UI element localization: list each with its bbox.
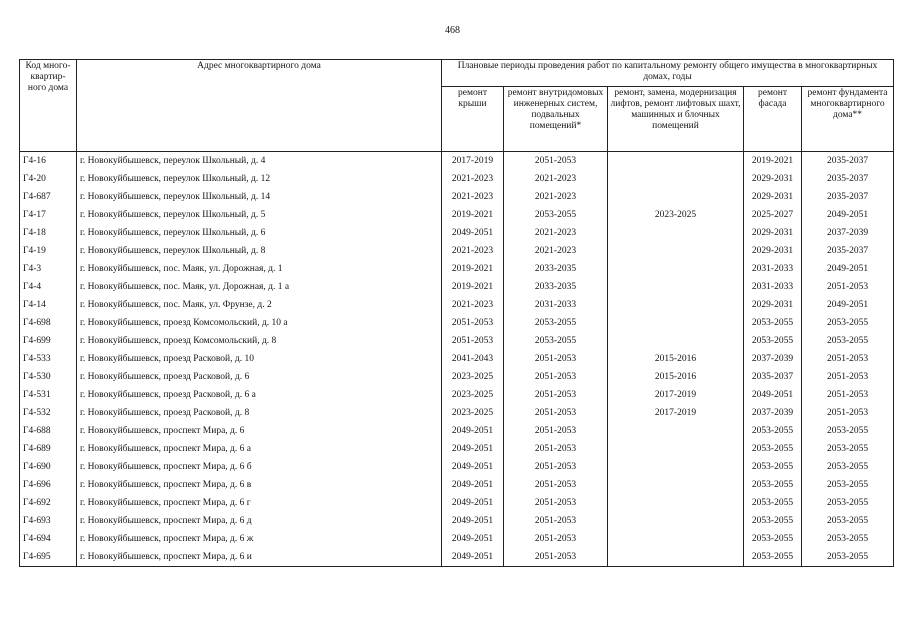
cell-roof: 2021-2023 (442, 188, 504, 206)
cell-address: г. Новокуйбышевск, переулок Школьный, д. 8 (77, 242, 442, 260)
cell-lifts: 2015-2016 (608, 368, 744, 386)
cell-roof: 2023-2025 (442, 386, 504, 404)
table-row (20, 296, 894, 314)
cell-foundation: 2049-2051 (802, 260, 894, 278)
table-row (20, 368, 894, 386)
cell-facade: 2053-2055 (744, 458, 802, 476)
cell-roof: 2049-2051 (442, 422, 504, 440)
cell-code: Г4-16 (20, 152, 77, 171)
cell-roof: 2049-2051 (442, 494, 504, 512)
cell-address: г. Новокуйбышевск, проспект Мира, д. 6 д (77, 512, 442, 530)
cell-facade: 2053-2055 (744, 530, 802, 548)
cell-address: г. Новокуйбышевск, переулок Школьный, д. 4 (77, 152, 442, 171)
cell-roof: 2019-2021 (442, 206, 504, 224)
cell-engineering: 2021-2023 (504, 242, 608, 260)
table-row (20, 530, 894, 548)
cell-facade: 2037-2039 (744, 404, 802, 422)
cell-facade: 2049-2051 (744, 386, 802, 404)
cell-code: Г4-688 (20, 422, 77, 440)
cell-facade: 2029-2031 (744, 188, 802, 206)
cell-code: Г4-689 (20, 440, 77, 458)
header-facade: ремонт фасада (744, 87, 802, 152)
cell-facade: 2053-2055 (744, 332, 802, 350)
cell-engineering: 2053-2055 (504, 314, 608, 332)
cell-address: г. Новокуйбышевск, пос. Маяк, ул. Дорожная, д. 1 (77, 260, 442, 278)
cell-engineering: 2051-2053 (504, 512, 608, 530)
cell-lifts: 2015-2016 (608, 350, 744, 368)
cell-lifts: 2017-2019 (608, 404, 744, 422)
table-row (20, 422, 894, 440)
header-roof: ремонт крыши (442, 87, 504, 152)
cell-code: Г4-692 (20, 494, 77, 512)
cell-code: Г4-20 (20, 170, 77, 188)
cell-address: г. Новокуйбышевск, переулок Школьный, д. 6 (77, 224, 442, 242)
cell-lifts (608, 440, 744, 458)
cell-lifts (608, 152, 744, 171)
cell-facade: 2037-2039 (744, 350, 802, 368)
header-periods: Плановые периоды проведения работ по капитальному ремонту общего имущества в многоквартирных домах, годы (442, 60, 894, 87)
cell-code: Г4-696 (20, 476, 77, 494)
header-row-top (20, 60, 894, 87)
table-row (20, 278, 894, 296)
cell-code: Г4-690 (20, 458, 77, 476)
cell-address: г. Новокуйбышевск, пос. Маяк, ул. Дорожная, д. 1 а (77, 278, 442, 296)
cell-facade: 2053-2055 (744, 512, 802, 530)
cell-foundation: 2037-2039 (802, 224, 894, 242)
cell-facade: 2029-2031 (744, 170, 802, 188)
cell-roof: 2049-2051 (442, 440, 504, 458)
table-row (20, 260, 894, 278)
cell-roof: 2019-2021 (442, 260, 504, 278)
table-row (20, 242, 894, 260)
cell-facade: 2035-2037 (744, 368, 802, 386)
cell-lifts (608, 530, 744, 548)
cell-roof: 2049-2051 (442, 530, 504, 548)
table-row (20, 476, 894, 494)
cell-engineering: 2051-2053 (504, 368, 608, 386)
cell-engineering: 2053-2055 (504, 332, 608, 350)
cell-code: Г4-699 (20, 332, 77, 350)
table-row (20, 548, 894, 567)
cell-facade: 2053-2055 (744, 476, 802, 494)
cell-roof: 2023-2025 (442, 368, 504, 386)
cell-facade: 2029-2031 (744, 224, 802, 242)
cell-address: г. Новокуйбышевск, проспект Мира, д. 6 а (77, 440, 442, 458)
cell-foundation: 2035-2037 (802, 152, 894, 171)
cell-address: г. Новокуйбышевск, переулок Школьный, д. 12 (77, 170, 442, 188)
cell-foundation: 2053-2055 (802, 458, 894, 476)
cell-roof: 2051-2053 (442, 332, 504, 350)
cell-engineering: 2051-2053 (504, 350, 608, 368)
cell-lifts (608, 188, 744, 206)
cell-roof: 2041-2043 (442, 350, 504, 368)
cell-roof: 2049-2051 (442, 548, 504, 567)
cell-engineering: 2051-2053 (504, 476, 608, 494)
cell-address: г. Новокуйбышевск, проезд Комсомольский, д. 8 (77, 332, 442, 350)
cell-foundation: 2053-2055 (802, 440, 894, 458)
cell-lifts (608, 278, 744, 296)
cell-lifts (608, 242, 744, 260)
cell-foundation: 2053-2055 (802, 422, 894, 440)
cell-roof: 2049-2051 (442, 476, 504, 494)
cell-facade: 2053-2055 (744, 548, 802, 567)
table-row (20, 206, 894, 224)
header-foundation: ремонт фундамента многоквартирного дома** (802, 87, 894, 152)
cell-facade: 2053-2055 (744, 440, 802, 458)
cell-code: Г4-698 (20, 314, 77, 332)
cell-facade: 2025-2027 (744, 206, 802, 224)
table-row (20, 350, 894, 368)
cell-lifts (608, 476, 744, 494)
cell-roof: 2049-2051 (442, 512, 504, 530)
cell-address: г. Новокуйбышевск, пос. Маяк, ул. Фрунзе, д. 2 (77, 296, 442, 314)
cell-lifts (608, 224, 744, 242)
cell-code: Г4-530 (20, 368, 77, 386)
table-row (20, 404, 894, 422)
cell-lifts (608, 458, 744, 476)
cell-lifts (608, 170, 744, 188)
cell-lifts (608, 494, 744, 512)
cell-roof: 2049-2051 (442, 458, 504, 476)
cell-lifts (608, 512, 744, 530)
cell-foundation: 2051-2053 (802, 278, 894, 296)
cell-facade: 2031-2033 (744, 278, 802, 296)
cell-engineering: 2021-2023 (504, 170, 608, 188)
cell-engineering: 2033-2035 (504, 278, 608, 296)
cell-engineering: 2051-2053 (504, 404, 608, 422)
cell-address: г. Новокуйбышевск, проспект Мира, д. 6 и (77, 548, 442, 567)
cell-address: г. Новокуйбышевск, проспект Мира, д. 6 г (77, 494, 442, 512)
cell-engineering: 2051-2053 (504, 530, 608, 548)
cell-engineering: 2051-2053 (504, 494, 608, 512)
table-body (20, 152, 894, 567)
cell-lifts (608, 296, 744, 314)
cell-facade: 2053-2055 (744, 422, 802, 440)
cell-foundation: 2035-2037 (802, 188, 894, 206)
header-code: Код много-квартир-ного дома (20, 60, 77, 152)
cell-foundation: 2051-2053 (802, 386, 894, 404)
capital-repair-schedule-table (19, 59, 894, 567)
cell-engineering: 2051-2053 (504, 548, 608, 567)
cell-foundation: 2053-2055 (802, 332, 894, 350)
cell-address: г. Новокуйбышевск, проспект Мира, д. 6 ж (77, 530, 442, 548)
cell-facade: 2053-2055 (744, 314, 802, 332)
header-address: Адрес многоквартирного дома (77, 60, 442, 152)
cell-foundation: 2051-2053 (802, 368, 894, 386)
cell-lifts (608, 332, 744, 350)
cell-code: Г4-693 (20, 512, 77, 530)
cell-roof: 2023-2025 (442, 404, 504, 422)
cell-code: Г4-3 (20, 260, 77, 278)
cell-foundation: 2035-2037 (802, 170, 894, 188)
cell-foundation: 2053-2055 (802, 494, 894, 512)
cell-engineering: 2031-2033 (504, 296, 608, 314)
cell-facade: 2029-2031 (744, 242, 802, 260)
cell-engineering: 2021-2023 (504, 224, 608, 242)
cell-lifts (608, 422, 744, 440)
table-row (20, 188, 894, 206)
table-row (20, 458, 894, 476)
cell-engineering: 2021-2023 (504, 188, 608, 206)
cell-foundation: 2049-2051 (802, 296, 894, 314)
cell-foundation: 2053-2055 (802, 512, 894, 530)
page-number: 468 (445, 25, 460, 36)
cell-roof: 2021-2023 (442, 242, 504, 260)
cell-engineering: 2051-2053 (504, 386, 608, 404)
cell-code: Г4-533 (20, 350, 77, 368)
cell-lifts (608, 314, 744, 332)
cell-address: г. Новокуйбышевск, переулок Школьный, д. 5 (77, 206, 442, 224)
cell-code: Г4-18 (20, 224, 77, 242)
header-engineering: ремонт внутридомовых инженерных систем, подвальных помещений* (504, 87, 608, 152)
cell-facade: 2019-2021 (744, 152, 802, 171)
cell-code: Г4-17 (20, 206, 77, 224)
cell-engineering: 2051-2053 (504, 440, 608, 458)
table-row (20, 512, 894, 530)
cell-foundation: 2053-2055 (802, 476, 894, 494)
cell-address: г. Новокуйбышевск, проезд Расковой, д. 8 (77, 404, 442, 422)
cell-address: г. Новокуйбышевск, проспект Мира, д. 6 в (77, 476, 442, 494)
cell-code: Г4-14 (20, 296, 77, 314)
cell-roof: 2051-2053 (442, 314, 504, 332)
cell-address: г. Новокуйбышевск, проезд Расковой, д. 6 (77, 368, 442, 386)
cell-foundation: 2053-2055 (802, 314, 894, 332)
cell-engineering: 2051-2053 (504, 458, 608, 476)
cell-facade: 2031-2033 (744, 260, 802, 278)
cell-lifts (608, 548, 744, 567)
cell-engineering: 2051-2053 (504, 152, 608, 171)
cell-engineering: 2033-2035 (504, 260, 608, 278)
cell-lifts (608, 260, 744, 278)
table-row (20, 494, 894, 512)
cell-foundation: 2049-2051 (802, 206, 894, 224)
cell-address: г. Новокуйбышевск, переулок Школьный, д. 14 (77, 188, 442, 206)
table-row (20, 170, 894, 188)
header-lifts: ремонт, замена, модернизация лифтов, ремонт лифтовых шахт, машинных и блочных помещений (608, 87, 744, 152)
cell-address: г. Новокуйбышевск, проезд Расковой, д. 6 а (77, 386, 442, 404)
cell-roof: 2049-2051 (442, 224, 504, 242)
cell-code: Г4-687 (20, 188, 77, 206)
cell-foundation: 2051-2053 (802, 404, 894, 422)
cell-address: г. Новокуйбышевск, проспект Мира, д. 6 б (77, 458, 442, 476)
table-row (20, 224, 894, 242)
table-row (20, 314, 894, 332)
cell-code: Г4-4 (20, 278, 77, 296)
table-row (20, 332, 894, 350)
cell-foundation: 2053-2055 (802, 548, 894, 567)
table-row (20, 152, 894, 171)
table-row (20, 386, 894, 404)
cell-roof: 2021-2023 (442, 170, 504, 188)
cell-foundation: 2053-2055 (802, 530, 894, 548)
cell-address: г. Новокуйбышевск, проезд Расковой, д. 10 (77, 350, 442, 368)
cell-lifts: 2023-2025 (608, 206, 744, 224)
cell-code: Г4-532 (20, 404, 77, 422)
cell-lifts: 2017-2019 (608, 386, 744, 404)
table-row (20, 440, 894, 458)
cell-roof: 2021-2023 (442, 296, 504, 314)
cell-facade: 2053-2055 (744, 494, 802, 512)
cell-foundation: 2051-2053 (802, 350, 894, 368)
cell-engineering: 2051-2053 (504, 422, 608, 440)
cell-code: Г4-531 (20, 386, 77, 404)
cell-address: г. Новокуйбышевск, проезд Комсомольский, д. 10 а (77, 314, 442, 332)
cell-address: г. Новокуйбышевск, проспект Мира, д. 6 (77, 422, 442, 440)
cell-code: Г4-694 (20, 530, 77, 548)
cell-roof: 2017-2019 (442, 152, 504, 171)
cell-engineering: 2053-2055 (504, 206, 608, 224)
cell-foundation: 2035-2037 (802, 242, 894, 260)
cell-facade: 2029-2031 (744, 296, 802, 314)
cell-code: Г4-695 (20, 548, 77, 567)
cell-roof: 2019-2021 (442, 278, 504, 296)
cell-code: Г4-19 (20, 242, 77, 260)
